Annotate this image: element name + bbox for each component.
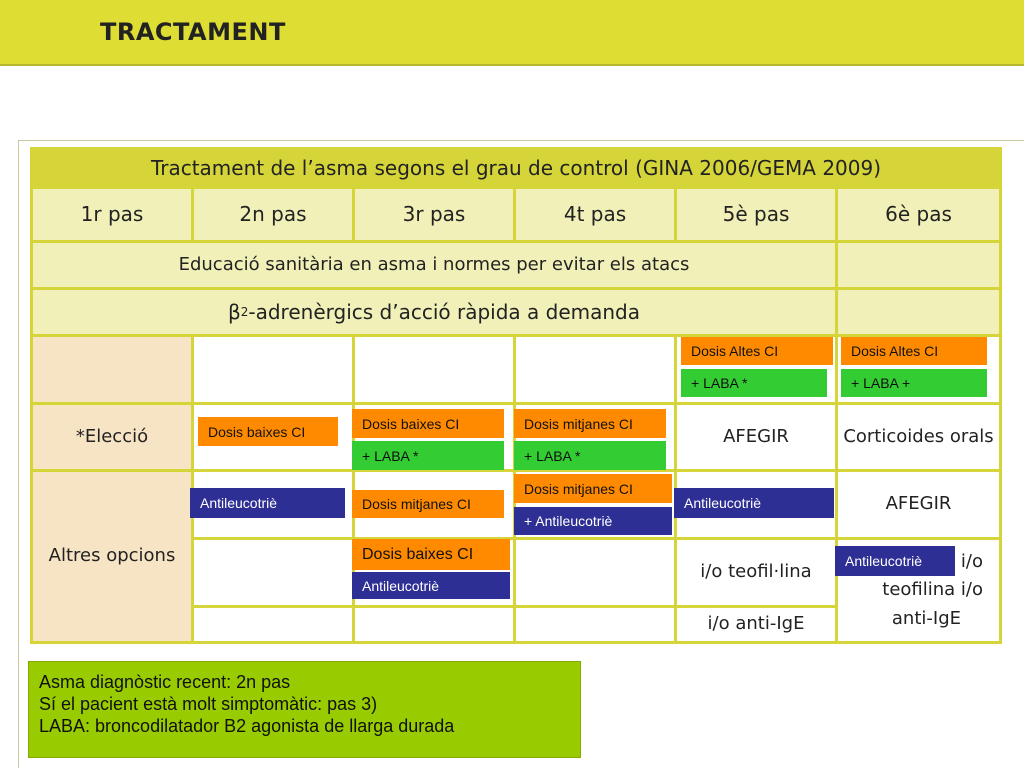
step-2-header: 2n pas	[194, 189, 352, 240]
step5-high-dose-ci: Dosis Altes CI	[681, 337, 833, 365]
note-line-2: Sí el pacient està molt simptomàtic: pas 3)	[39, 694, 378, 714]
step3-medium-dose-ci: Dosis mitjanes CI	[352, 490, 504, 518]
step4-antileukotriene: + Antileucotriè	[514, 507, 672, 535]
step-3-header: 3r pas	[355, 189, 513, 240]
step-6-header: 6è pas	[838, 189, 999, 240]
step4-medium-dose-ci: Dosis mitjanes CI	[514, 409, 666, 438]
other-c-step2	[194, 608, 352, 641]
step-1-header: 1r pas	[33, 189, 191, 240]
beta-symbol: β	[227, 299, 241, 324]
step6-antileukotriene: Antileucotriè	[835, 546, 955, 576]
other-options-label: Altres opcions	[33, 472, 191, 641]
page-title: TRACTAMENT	[100, 18, 286, 46]
other-b-step4	[516, 540, 674, 605]
step4-laba: + LABA *	[514, 441, 666, 470]
other-b-step5-teofillina: i/o teofil·lina	[677, 540, 835, 605]
note-box	[28, 661, 581, 758]
step6-io: i/o	[960, 550, 983, 572]
note-line-1: Asma diagnòstic recent: 2n pas	[39, 672, 291, 692]
other-b-step2	[194, 540, 352, 605]
row5-label	[33, 337, 191, 402]
row5-step2	[194, 337, 352, 402]
note-line-3: LABA: broncodilatador B2 agonista de llarga durada	[39, 716, 455, 736]
step5-antileukotriene: Antileucotriè	[674, 488, 834, 518]
election-step5-afegir: AFEGIR	[677, 405, 835, 469]
other-c-step4	[516, 608, 674, 641]
election-step6-corticoides: Corticoides orals	[838, 405, 999, 469]
step6-anti-ige: anti-IgE	[891, 607, 961, 629]
beta-row-step6	[838, 290, 999, 334]
step2-low-dose-ci: Dosis baixes CI	[198, 417, 338, 446]
other-a-step6-afegir: AFEGIR	[838, 472, 999, 537]
step3-low-dose-ci-alt: Dosis baixes CI	[352, 539, 510, 570]
step3-low-dose-ci: Dosis baixes CI	[352, 409, 504, 438]
step-5-header: 5è pas	[677, 189, 835, 240]
step5-laba: + LABA *	[681, 369, 827, 397]
table-title: Tractament de l’asma segons el grau de control (GINA 2006/GEMA 2009)	[33, 150, 999, 186]
step6-high-dose-ci: Dosis Altes CI	[841, 337, 987, 365]
beta-text: -adrenèrgics d’acció ràpida a demanda	[248, 299, 640, 324]
education-row: Educació sanitària en asma i normes per evitar els atacs	[33, 243, 835, 287]
election-label: *Elecció	[33, 405, 191, 469]
row5-step4	[516, 337, 674, 402]
step4-medium-dose-ci-alt: Dosis mitjanes CI	[514, 474, 672, 503]
row5-step3	[355, 337, 513, 402]
step3-antileukotriene: Antileucotriè	[352, 572, 510, 599]
step-4-header: 4t pas	[516, 189, 674, 240]
step6-teofilina: teofilina i/o	[882, 579, 983, 601]
step3-laba: + LABA *	[352, 441, 504, 470]
beta-agonist-row	[33, 290, 835, 334]
header-bar	[0, 0, 1024, 66]
step6-laba: + LABA +	[841, 369, 987, 397]
other-c-step3	[355, 608, 513, 641]
other-c-step5-anti-ige: i/o anti-IgE	[677, 608, 835, 641]
beta-subscript: 2	[240, 304, 249, 319]
education-row-step6	[838, 243, 999, 287]
step2-antileukotriene: Antileucotriè	[190, 488, 345, 518]
